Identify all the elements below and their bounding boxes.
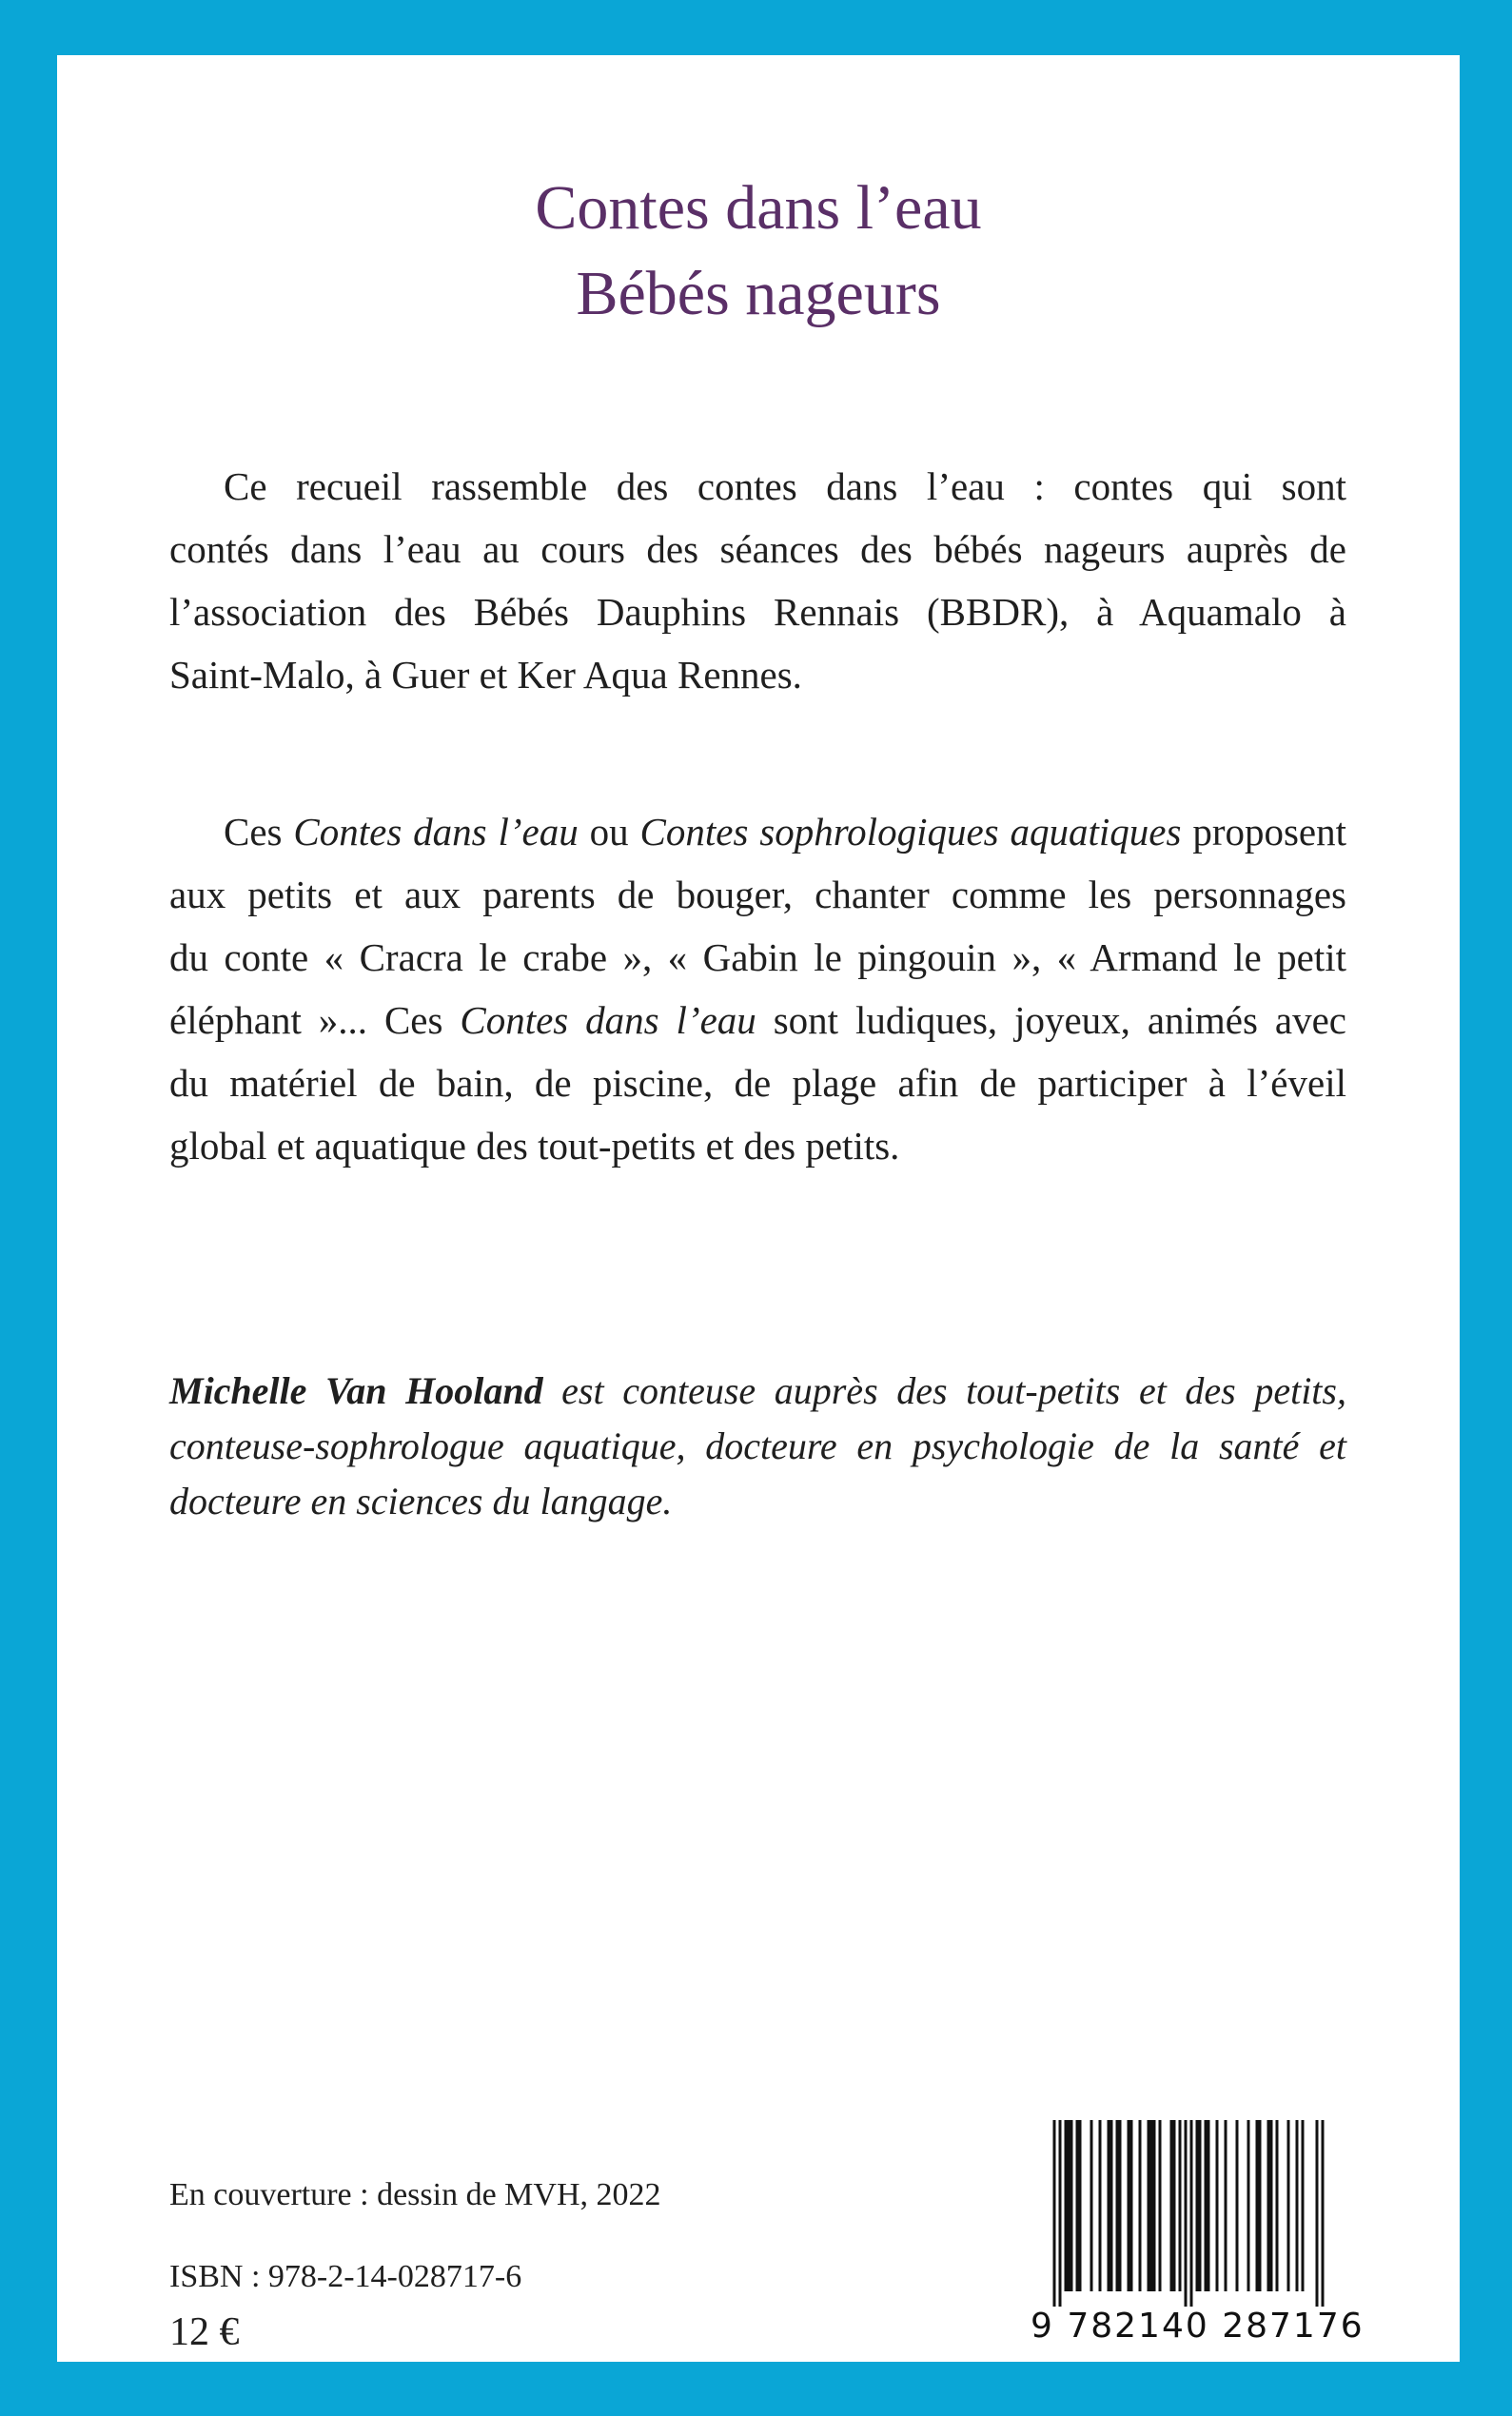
barcode-bar [1065, 2120, 1068, 2291]
barcode-bar [1139, 2120, 1142, 2291]
text-line [169, 989, 1346, 1051]
barcode-bar [1170, 2120, 1173, 2291]
barcode-bar [1130, 2120, 1133, 2291]
barcode-bar [1276, 2120, 1279, 2291]
barcode-bar [1079, 2120, 1082, 2291]
book-title-italic: Contes dans l’eau [460, 998, 756, 1042]
text-run: docteure en sciences du langage. [169, 1480, 673, 1522]
text-run: proposent [1181, 810, 1347, 854]
barcode-bar [1185, 2120, 1188, 2307]
text-run: conteuse-sophrologue aquatique, docteure en psychologie de la santé et [169, 1424, 1346, 1467]
barcode-bar [1070, 2120, 1073, 2291]
barcode-bar [1199, 2120, 1202, 2291]
text-line [169, 1364, 1346, 1419]
text-line: du matériel de bain, de piscine, de plage afin de participer à l’éveil [169, 1061, 1346, 1105]
back-cover-page [57, 55, 1460, 2362]
barcode-bar [1190, 2120, 1193, 2307]
barcode-bar [1150, 2120, 1153, 2291]
barcode-bar [1205, 2120, 1208, 2291]
barcode-bar [1236, 2120, 1239, 2291]
barcode-bar [1148, 2120, 1150, 2291]
text-line: l’association des Bébés Dauphins Rennais (BBDR), à Aquamalo à [169, 590, 1346, 634]
text-run: sont ludiques, joyeux, animés avec [756, 998, 1346, 1042]
barcode-bar [1076, 2120, 1079, 2291]
text-run: est conteuse auprès des tout-petits et des petits, [542, 1369, 1346, 1412]
barcode-bar [1247, 2120, 1250, 2291]
price: 12 € [169, 2310, 240, 2354]
barcode-bar [1322, 2120, 1325, 2307]
barcode-bar [1216, 2120, 1219, 2291]
barcode-bar [1173, 2120, 1176, 2291]
barcode-bar [1053, 2120, 1056, 2307]
barcode-bar [1128, 2120, 1130, 2291]
barcode-bar [1090, 2120, 1093, 2291]
barcode-bar [1296, 2120, 1299, 2291]
barcode-bar [1316, 2120, 1319, 2307]
text-line: contés dans l’eau au cours des séances des bébés nageurs auprès de [169, 527, 1346, 571]
barcode-bar [1119, 2120, 1122, 2291]
barcode-bar [1259, 2120, 1262, 2291]
text-line: aux petits et aux parents de bouger, chanter comme les personnages [169, 873, 1346, 916]
text-line: Saint-Malo, à Guer et Ker Aqua Rennes. [169, 653, 802, 697]
text-line [169, 800, 1346, 863]
book-title-italic: Contes dans l’eau [293, 810, 579, 854]
text-run: ou [578, 810, 640, 854]
barcode-bar [1270, 2120, 1273, 2291]
cover-credit: En couverture : dessin de MVH, 2022 [169, 2177, 661, 2212]
barcode-bar [1267, 2120, 1270, 2291]
barcode-bar [1159, 2120, 1162, 2291]
book-title: Contes dans l’eau [535, 173, 982, 243]
author-name: Michelle Van Hooland [169, 1369, 543, 1412]
text-line: global et aquatique des tout-petits et des petits. [169, 1124, 900, 1168]
isbn: ISBN : 978-2-14-028717-6 [169, 2259, 522, 2294]
text-run: Ces [224, 810, 294, 854]
barcode-bar [1287, 2120, 1290, 2291]
text-run: éléphant »... Ces [169, 998, 461, 1042]
barcode-bar [1225, 2120, 1227, 2291]
barcode-bar [1110, 2120, 1113, 2291]
book-subtitle: Bébés nageurs [576, 259, 941, 328]
barcode-bar [1196, 2120, 1199, 2291]
barcode-digits: 9 782140 287176 [1031, 2307, 1365, 2346]
barcode-bar [1208, 2120, 1210, 2291]
text-line [169, 1419, 1346, 1474]
barcode [1031, 2120, 1365, 2360]
barcode-bar [1099, 2120, 1102, 2291]
description-paragraph-2 [169, 800, 1346, 1177]
alt-title-italic: Contes sophrologiques aquatiques [639, 810, 1182, 854]
text-line: du conte « Cracra le crabe », « Gabin le pingouin », « Armand le petit [169, 935, 1346, 979]
barcode-bar [1179, 2120, 1182, 2291]
barcode-bar [1059, 2120, 1062, 2307]
barcode-bars [1031, 2120, 1346, 2307]
description-paragraph-1 [169, 455, 1346, 706]
barcode-bar [1116, 2120, 1119, 2291]
author-bio [169, 1364, 1346, 1529]
barcode-bar [1302, 2120, 1305, 2291]
barcode-bar [1108, 2120, 1110, 2291]
barcode-bar [1068, 2120, 1070, 2291]
text-line: Ce recueil rassemble des contes dans l’eau : contes qui sont [224, 464, 1346, 508]
barcode-bar [1153, 2120, 1156, 2291]
text-line [169, 1474, 1346, 1529]
barcode-bar [1256, 2120, 1259, 2291]
